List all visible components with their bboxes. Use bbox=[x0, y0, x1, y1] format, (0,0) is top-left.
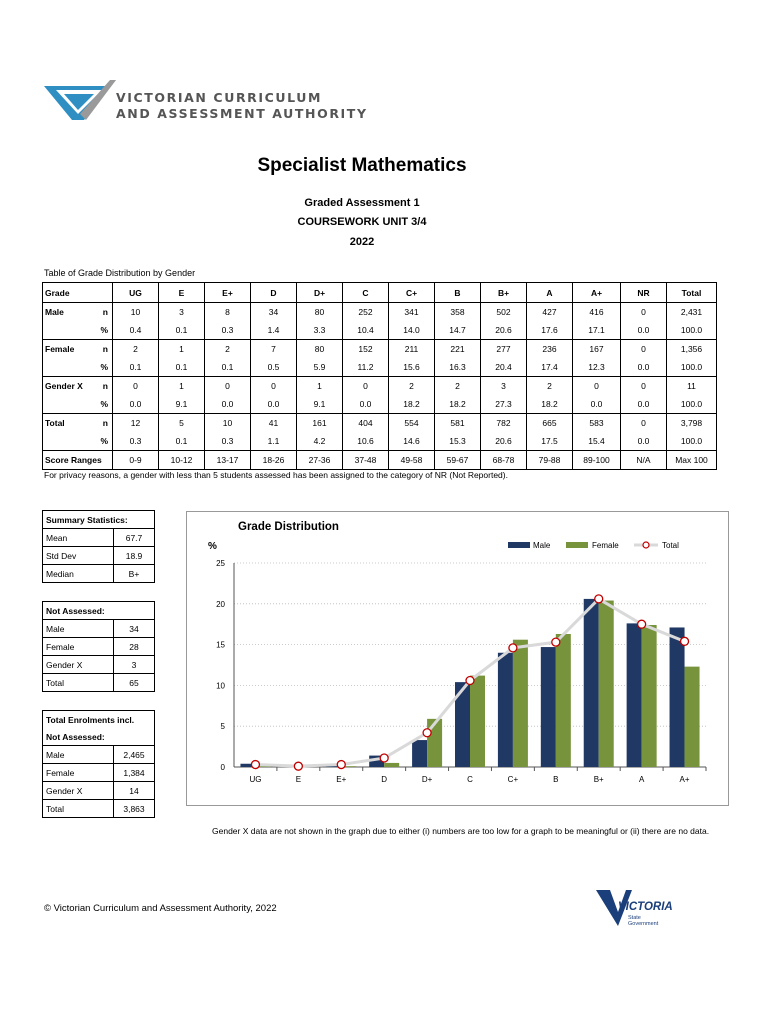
percent-cell: 0.3 bbox=[113, 432, 159, 451]
count-cell: 152 bbox=[343, 340, 389, 359]
percent-cell: 100.0 bbox=[667, 432, 717, 451]
total-point bbox=[638, 620, 646, 628]
count-cell: 3 bbox=[159, 303, 205, 322]
percent-cell: 15.3 bbox=[435, 432, 481, 451]
vic-logo-sub2: Government bbox=[628, 921, 659, 927]
group-label-blank bbox=[43, 358, 85, 377]
x-tick-label: B+ bbox=[593, 775, 604, 784]
column-header: A+ bbox=[573, 283, 621, 303]
not-assessed-table bbox=[42, 601, 155, 692]
percent-cell: 0.0 bbox=[621, 395, 667, 414]
percent-cell: 100.0 bbox=[667, 358, 717, 377]
percent-cell: 17.1 bbox=[573, 321, 621, 340]
summary-label: Median bbox=[43, 565, 114, 583]
table-row bbox=[43, 377, 717, 396]
column-header: D+ bbox=[297, 283, 343, 303]
count-cell: 341 bbox=[389, 303, 435, 322]
count-cell: 236 bbox=[527, 340, 573, 359]
count-cell: 2,431 bbox=[667, 303, 717, 322]
y-tick-label: 15 bbox=[216, 640, 225, 650]
percent-cell: 18.2 bbox=[435, 395, 481, 414]
count-cell: 581 bbox=[435, 414, 481, 433]
x-tick-label: A+ bbox=[679, 775, 690, 784]
percent-cell: 0.0 bbox=[573, 395, 621, 414]
total-point bbox=[423, 729, 431, 737]
count-cell: 0 bbox=[251, 377, 297, 396]
x-tick-label: C bbox=[467, 775, 473, 784]
count-cell: 0 bbox=[621, 340, 667, 359]
percent-cell: 3.3 bbox=[297, 321, 343, 340]
percent-cell: 16.3 bbox=[435, 358, 481, 377]
count-cell: 34 bbox=[251, 303, 297, 322]
chart-note: Gender X data are not shown in the graph due to either (i) numbers are too low for a graph to be meaningful or (ii) there are no data. bbox=[212, 826, 710, 836]
count-cell: 11 bbox=[667, 377, 717, 396]
count-cell: 404 bbox=[343, 414, 389, 433]
not-assessed-row bbox=[43, 638, 155, 656]
percent-cell: 20.4 bbox=[481, 358, 527, 377]
bar-female bbox=[470, 676, 485, 767]
percent-cell: 20.6 bbox=[481, 432, 527, 451]
column-header: C bbox=[343, 283, 389, 303]
group-label-blank bbox=[43, 321, 85, 340]
percent-label: % bbox=[85, 432, 113, 451]
count-cell: 0 bbox=[621, 303, 667, 322]
count-cell: 427 bbox=[527, 303, 573, 322]
percent-cell: 20.6 bbox=[481, 321, 527, 340]
column-header: B bbox=[435, 283, 481, 303]
percent-cell: 15.4 bbox=[573, 432, 621, 451]
score-range-cell: 59-67 bbox=[435, 451, 481, 470]
percent-cell: 0.1 bbox=[113, 358, 159, 377]
x-tick-label: A bbox=[638, 775, 645, 784]
x-tick-label: D+ bbox=[421, 775, 433, 784]
percent-cell: 5.9 bbox=[297, 358, 343, 377]
count-cell: 2 bbox=[205, 340, 251, 359]
column-header: Total bbox=[667, 283, 717, 303]
total-point bbox=[380, 754, 388, 762]
percent-cell: 0.1 bbox=[159, 321, 205, 340]
percent-cell: 0.0 bbox=[205, 395, 251, 414]
total-point bbox=[251, 761, 259, 769]
not-assessed-value: 28 bbox=[114, 638, 155, 656]
x-tick-label: E bbox=[295, 775, 302, 784]
percent-cell: 17.4 bbox=[527, 358, 573, 377]
summary-statistics-table bbox=[42, 510, 155, 583]
percent-cell: 12.3 bbox=[573, 358, 621, 377]
count-cell: 0 bbox=[343, 377, 389, 396]
percent-cell: 9.1 bbox=[159, 395, 205, 414]
total-point bbox=[681, 637, 689, 645]
column-header: A bbox=[527, 283, 573, 303]
bar-male bbox=[584, 599, 599, 767]
total-enrolments-table bbox=[42, 710, 155, 818]
bar-female bbox=[642, 625, 657, 767]
count-cell: 2 bbox=[389, 377, 435, 396]
percent-cell: 0.0 bbox=[621, 321, 667, 340]
percent-cell: 17.5 bbox=[527, 432, 573, 451]
count-label: n bbox=[85, 377, 113, 396]
column-header: B+ bbox=[481, 283, 527, 303]
percent-cell: 14.7 bbox=[435, 321, 481, 340]
y-tick-label: 5 bbox=[220, 722, 225, 732]
percent-cell: 27.3 bbox=[481, 395, 527, 414]
count-cell: 554 bbox=[389, 414, 435, 433]
count-cell: 583 bbox=[573, 414, 621, 433]
percent-cell: 0.4 bbox=[113, 321, 159, 340]
enrolments-label: Total bbox=[43, 800, 114, 818]
x-tick-label: C+ bbox=[507, 775, 519, 784]
chart-title: Grade Distribution bbox=[238, 521, 339, 533]
bar-male bbox=[670, 627, 685, 767]
score-range-cell: 37-48 bbox=[343, 451, 389, 470]
grade-distribution-table bbox=[42, 282, 717, 470]
copyright: © Victorian Curriculum and Assessment Authority, 2022 bbox=[44, 903, 277, 914]
column-header: E bbox=[159, 283, 205, 303]
count-cell: 5 bbox=[159, 414, 205, 433]
summary-label: Std Dev bbox=[43, 547, 114, 565]
score-ranges-label: Score Ranges bbox=[43, 451, 113, 470]
enrolments-title-line1: Total Enrolments incl. bbox=[43, 711, 155, 729]
percent-cell: 4.2 bbox=[297, 432, 343, 451]
enrolments-value: 3,863 bbox=[114, 800, 155, 818]
group-label: Gender X bbox=[43, 377, 85, 396]
enrolments-label: Male bbox=[43, 746, 114, 764]
percent-cell: 0.3 bbox=[205, 321, 251, 340]
not-assessed-label: Male bbox=[43, 620, 114, 638]
count-cell: 2 bbox=[435, 377, 481, 396]
summary-row bbox=[43, 529, 155, 547]
percent-cell: 10.4 bbox=[343, 321, 389, 340]
group-label-blank bbox=[43, 432, 85, 451]
count-cell: 7 bbox=[251, 340, 297, 359]
enrolments-value: 2,465 bbox=[114, 746, 155, 764]
total-point bbox=[466, 677, 474, 685]
assessment-name: Graded Assessment 1 bbox=[304, 197, 420, 209]
table-row bbox=[43, 303, 717, 322]
percent-cell: 1.1 bbox=[251, 432, 297, 451]
total-point bbox=[595, 595, 603, 603]
not-assessed-title: Not Assessed: bbox=[43, 602, 155, 620]
count-cell: 1 bbox=[159, 377, 205, 396]
y-tick-label: 25 bbox=[216, 559, 225, 568]
table-row bbox=[43, 340, 717, 359]
legend-label-total: Total bbox=[662, 541, 679, 550]
bar-female bbox=[427, 719, 442, 767]
count-cell: 221 bbox=[435, 340, 481, 359]
count-cell: 1 bbox=[297, 377, 343, 396]
enrolments-row bbox=[43, 746, 155, 764]
count-cell: 211 bbox=[389, 340, 435, 359]
legend-swatch-total-marker bbox=[643, 542, 649, 548]
count-label: n bbox=[85, 303, 113, 322]
count-cell: 0 bbox=[205, 377, 251, 396]
group-label: Male bbox=[43, 303, 85, 322]
org-name-line1: VICTORIAN CURRICULUM bbox=[116, 90, 323, 105]
enrolments-row bbox=[43, 764, 155, 782]
percent-cell: 18.2 bbox=[389, 395, 435, 414]
privacy-note: For privacy reasons, a gender with less than 5 students assessed has been assigned to the category of NR (Not Reported). bbox=[44, 470, 508, 480]
percent-cell: 15.6 bbox=[389, 358, 435, 377]
percent-label: % bbox=[85, 395, 113, 414]
bar-female bbox=[556, 634, 571, 767]
year: 2022 bbox=[349, 236, 375, 248]
score-range-cell: 79-88 bbox=[527, 451, 573, 470]
not-assessed-value: 65 bbox=[114, 674, 155, 692]
score-range-cell: 89-100 bbox=[573, 451, 621, 470]
score-range-cell: N/A bbox=[621, 451, 667, 470]
percent-cell: 18.2 bbox=[527, 395, 573, 414]
org-name bbox=[116, 90, 368, 122]
table-header-row bbox=[43, 283, 717, 303]
percent-cell: 100.0 bbox=[667, 321, 717, 340]
percent-cell: 0.0 bbox=[621, 358, 667, 377]
group-label: Total bbox=[43, 414, 85, 433]
percent-label: % bbox=[85, 358, 113, 377]
percent-cell: 100.0 bbox=[667, 395, 717, 414]
count-cell: 1,356 bbox=[667, 340, 717, 359]
percent-cell: 0.0 bbox=[113, 395, 159, 414]
count-cell: 161 bbox=[297, 414, 343, 433]
percent-cell: 0.1 bbox=[205, 358, 251, 377]
table-row bbox=[43, 432, 717, 451]
percent-cell: 14.6 bbox=[389, 432, 435, 451]
count-label: n bbox=[85, 340, 113, 359]
count-cell: 502 bbox=[481, 303, 527, 322]
column-header: D bbox=[251, 283, 297, 303]
group-label-blank bbox=[43, 395, 85, 414]
bar-male bbox=[627, 623, 642, 767]
legend-swatch-male bbox=[508, 542, 530, 548]
summary-value: 67.7 bbox=[114, 529, 155, 547]
total-point bbox=[337, 761, 345, 769]
percent-cell: 0.3 bbox=[205, 432, 251, 451]
summary-label: Mean bbox=[43, 529, 114, 547]
count-cell: 782 bbox=[481, 414, 527, 433]
not-assessed-label: Female bbox=[43, 638, 114, 656]
bar-female bbox=[685, 667, 700, 767]
column-header: C+ bbox=[389, 283, 435, 303]
score-range-cell: 49-58 bbox=[389, 451, 435, 470]
total-point bbox=[552, 638, 560, 646]
summary-value: 18.9 bbox=[114, 547, 155, 565]
enrolments-value: 1,384 bbox=[114, 764, 155, 782]
bar-male bbox=[498, 653, 513, 767]
count-cell: 0 bbox=[113, 377, 159, 396]
y-tick-label: 10 bbox=[216, 681, 225, 691]
count-cell: 416 bbox=[573, 303, 621, 322]
count-cell: 3,798 bbox=[667, 414, 717, 433]
x-tick-label: D bbox=[381, 775, 388, 784]
legend-label-female: Female bbox=[592, 541, 619, 550]
percent-cell: 0.0 bbox=[343, 395, 389, 414]
count-cell: 0 bbox=[621, 414, 667, 433]
percent-cell: 0.0 bbox=[251, 395, 297, 414]
column-header: NR bbox=[621, 283, 667, 303]
legend-swatch-female bbox=[566, 542, 588, 548]
percent-cell: 0.0 bbox=[621, 432, 667, 451]
y-tick-label: 0 bbox=[220, 763, 225, 772]
enrolments-label: Gender X bbox=[43, 782, 114, 800]
count-cell: 10 bbox=[113, 303, 159, 322]
y-axis-label: % bbox=[208, 541, 217, 552]
count-cell: 1 bbox=[159, 340, 205, 359]
count-label: n bbox=[85, 414, 113, 433]
percent-cell: 0.1 bbox=[159, 432, 205, 451]
column-header: E+ bbox=[205, 283, 251, 303]
grade-distribution-chart bbox=[186, 511, 727, 804]
percent-label: % bbox=[85, 321, 113, 340]
enrolments-title-line2: Not Assessed: bbox=[43, 728, 155, 746]
x-tick-label: B bbox=[553, 775, 559, 784]
percent-cell: 10.6 bbox=[343, 432, 389, 451]
header-grade-label: Grade bbox=[43, 283, 113, 303]
percent-cell: 0.1 bbox=[159, 358, 205, 377]
count-cell: 80 bbox=[297, 340, 343, 359]
bar-male bbox=[412, 740, 427, 767]
count-cell: 10 bbox=[205, 414, 251, 433]
bar-female bbox=[384, 763, 399, 767]
count-cell: 665 bbox=[527, 414, 573, 433]
enrolments-row bbox=[43, 782, 155, 800]
percent-cell: 9.1 bbox=[297, 395, 343, 414]
victoria-state-government-logo bbox=[596, 888, 676, 928]
score-range-cell: 68-78 bbox=[481, 451, 527, 470]
score-range-cell: 10-12 bbox=[159, 451, 205, 470]
not-assessed-row bbox=[43, 620, 155, 638]
count-cell: 358 bbox=[435, 303, 481, 322]
count-cell: 8 bbox=[205, 303, 251, 322]
group-label: Female bbox=[43, 340, 85, 359]
count-cell: 167 bbox=[573, 340, 621, 359]
summary-row bbox=[43, 565, 155, 583]
score-range-cell: 13-17 bbox=[205, 451, 251, 470]
score-range-cell: 18-26 bbox=[251, 451, 297, 470]
count-cell: 2 bbox=[527, 377, 573, 396]
org-name-line2: AND ASSESSMENT AUTHORITY bbox=[116, 106, 368, 121]
not-assessed-label: Gender X bbox=[43, 656, 114, 674]
count-cell: 252 bbox=[343, 303, 389, 322]
score-range-cell: 27-36 bbox=[297, 451, 343, 470]
summary-value: B+ bbox=[114, 565, 155, 583]
percent-cell: 1.4 bbox=[251, 321, 297, 340]
enrolments-value: 14 bbox=[114, 782, 155, 800]
bar-female bbox=[513, 640, 528, 767]
bar-female bbox=[599, 601, 614, 767]
count-cell: 2 bbox=[113, 340, 159, 359]
count-cell: 0 bbox=[621, 377, 667, 396]
coursework-unit: COURSEWORK UNIT 3/4 bbox=[297, 216, 427, 228]
count-cell: 0 bbox=[573, 377, 621, 396]
column-header: UG bbox=[113, 283, 159, 303]
count-cell: 41 bbox=[251, 414, 297, 433]
score-range-cell: 0-9 bbox=[113, 451, 159, 470]
table-row bbox=[43, 414, 717, 433]
legend-label-male: Male bbox=[533, 541, 551, 550]
percent-cell: 14.0 bbox=[389, 321, 435, 340]
total-point bbox=[509, 644, 517, 652]
vic-logo-sub1: State bbox=[628, 915, 641, 921]
document-title: Specialist Mathematics bbox=[257, 155, 467, 176]
count-cell: 3 bbox=[481, 377, 527, 396]
table-caption: Table of Grade Distribution by Gender bbox=[44, 268, 196, 278]
not-assessed-label: Total bbox=[43, 674, 114, 692]
summary-title: Summary Statistics: bbox=[43, 511, 155, 529]
enrolments-label: Female bbox=[43, 764, 114, 782]
count-cell: 277 bbox=[481, 340, 527, 359]
percent-cell: 0.5 bbox=[251, 358, 297, 377]
percent-cell: 17.6 bbox=[527, 321, 573, 340]
x-tick-label: UG bbox=[249, 775, 262, 784]
summary-row bbox=[43, 547, 155, 565]
y-tick-label: 20 bbox=[216, 599, 225, 609]
not-assessed-value: 34 bbox=[114, 620, 155, 638]
table-row bbox=[43, 358, 717, 377]
percent-cell: 11.2 bbox=[343, 358, 389, 377]
score-range-cell: Max 100 bbox=[667, 451, 717, 470]
vic-logo-text: VICTORIA bbox=[618, 901, 673, 913]
not-assessed-row bbox=[43, 674, 155, 692]
bar-male bbox=[541, 647, 556, 767]
table-row bbox=[43, 321, 717, 340]
count-cell: 80 bbox=[297, 303, 343, 322]
table-row bbox=[43, 395, 717, 414]
count-cell: 12 bbox=[113, 414, 159, 433]
not-assessed-row bbox=[43, 656, 155, 674]
score-ranges-row bbox=[43, 451, 717, 470]
x-tick-label: E+ bbox=[336, 775, 347, 784]
total-point bbox=[294, 762, 302, 770]
not-assessed-value: 3 bbox=[114, 656, 155, 674]
enrolments-row bbox=[43, 800, 155, 818]
